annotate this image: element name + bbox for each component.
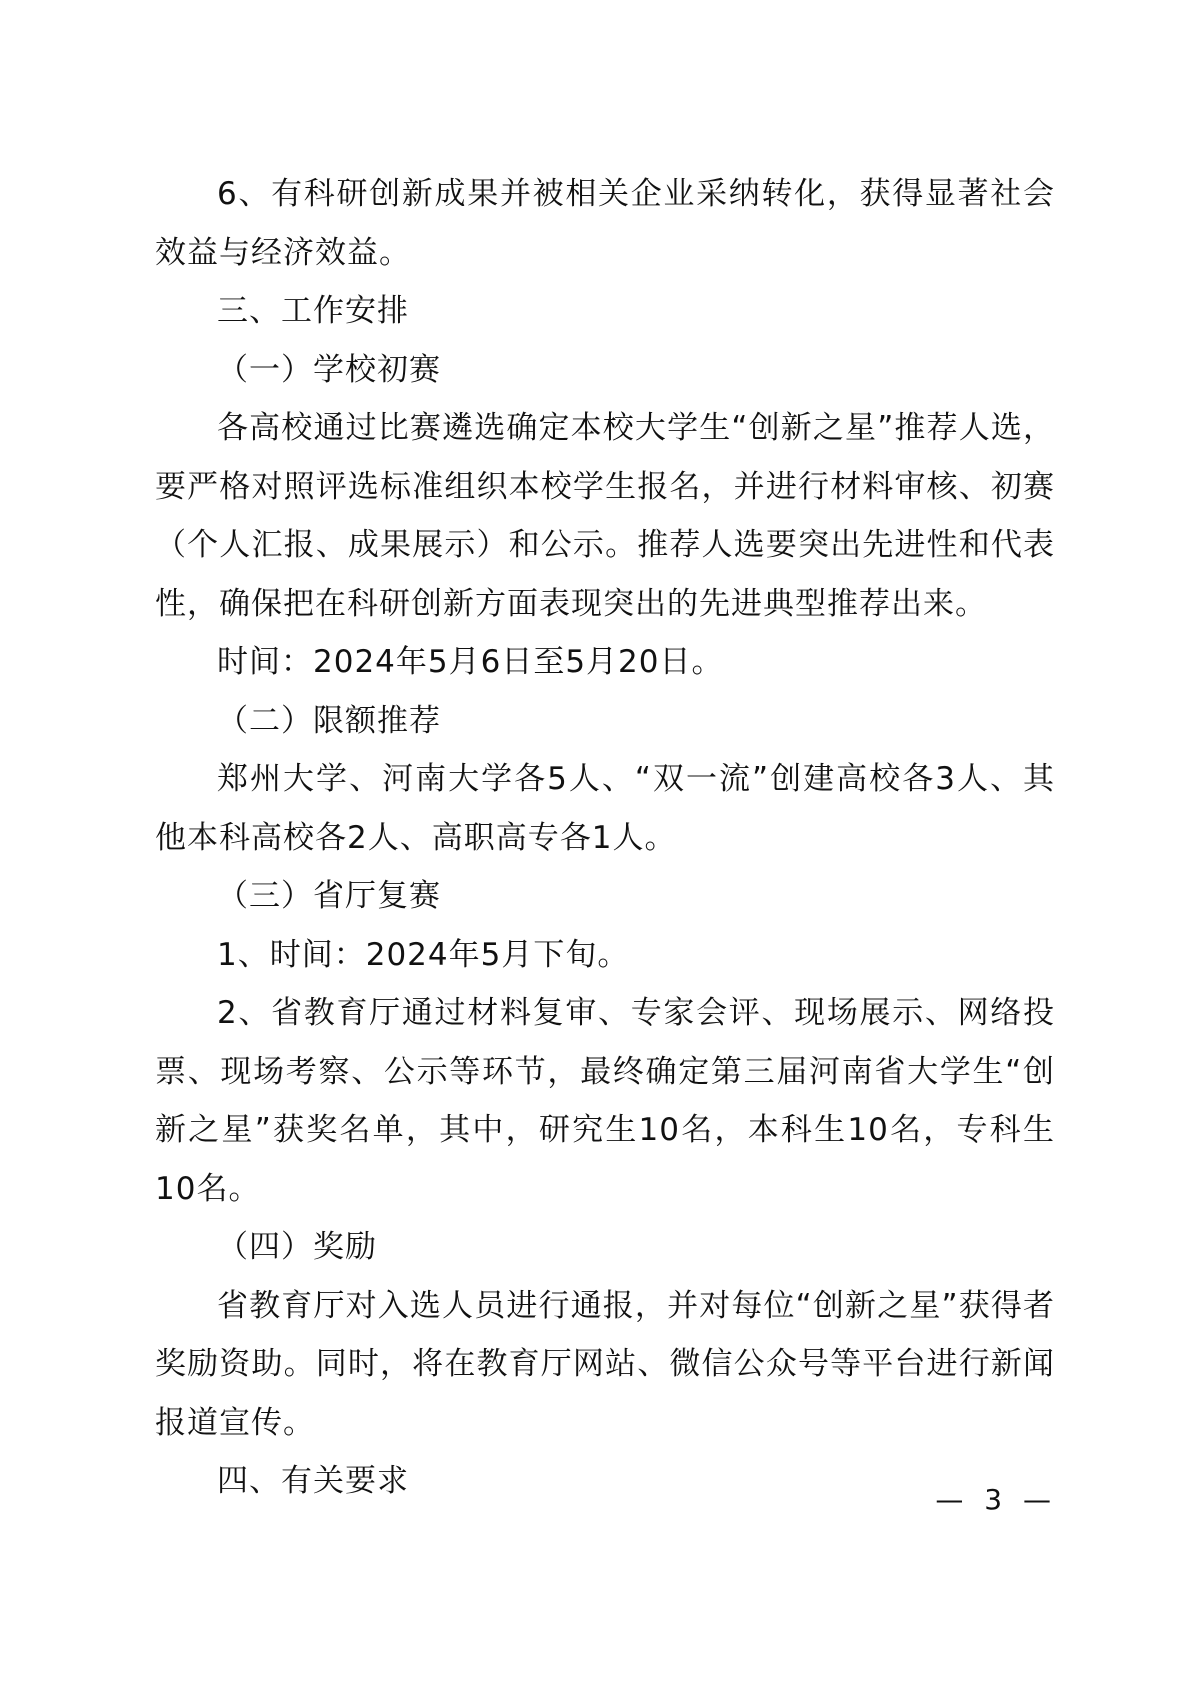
section-heading-work-arrangement: 三、工作安排	[217, 293, 409, 329]
document-body	[155, 165, 1055, 1511]
subsection-heading-provincial-review: （三）省厅复赛	[217, 878, 441, 914]
school-preliminary-time: 时间：2024年5月6日至5月20日。	[217, 644, 724, 680]
subsection-heading-awards: （四）奖励	[217, 1229, 377, 1265]
awards-description: 省教育厅对入选人员进行通报，并对每位“创新之星”获得者奖励资助。同时，将在教育厅网站、微信公众号等平台进行新闻报道宣传。	[155, 1287, 1055, 1441]
subsection-heading-school-preliminary: （一）学校初赛	[217, 351, 441, 388]
criteria-item-6: 6、有科研创新成果并被相关企业采纳转化，获得显著社会效益与经济效益。	[155, 176, 1055, 271]
subsection-heading-quota-recommendation: （二）限额推荐	[217, 702, 441, 739]
section-heading-requirements: 四、有关要求	[217, 1463, 409, 1499]
page-number: — 3 —	[935, 1483, 1057, 1516]
provincial-review-process: 2、省教育厅通过材料复审、专家会评、现场展示、网络投票、现场考察、公示等环节，最终确定第三届河南省大学生“创新之星”获奖名单，其中，研究生10名，本科生10名，专科生10名。	[155, 995, 1055, 1207]
provincial-review-time: 1、时间：2024年5月下旬。	[217, 936, 630, 973]
quota-recommendation-description: 郑州大学、河南大学各5人、“双一流”创建高校各3人、其他本科高校各2人、高职高专各1人。	[155, 761, 1055, 856]
school-preliminary-description: 各高校通过比赛遴选确定本校大学生“创新之星”推荐人选，要严格对照评选标准组织本校学生报名，并进行材料审核、初赛（个人汇报、成果展示）和公示。推荐人选要突出先进性和代表性，确保把在科研创新方面表现突出的先进典型推荐出来。	[155, 410, 1055, 622]
